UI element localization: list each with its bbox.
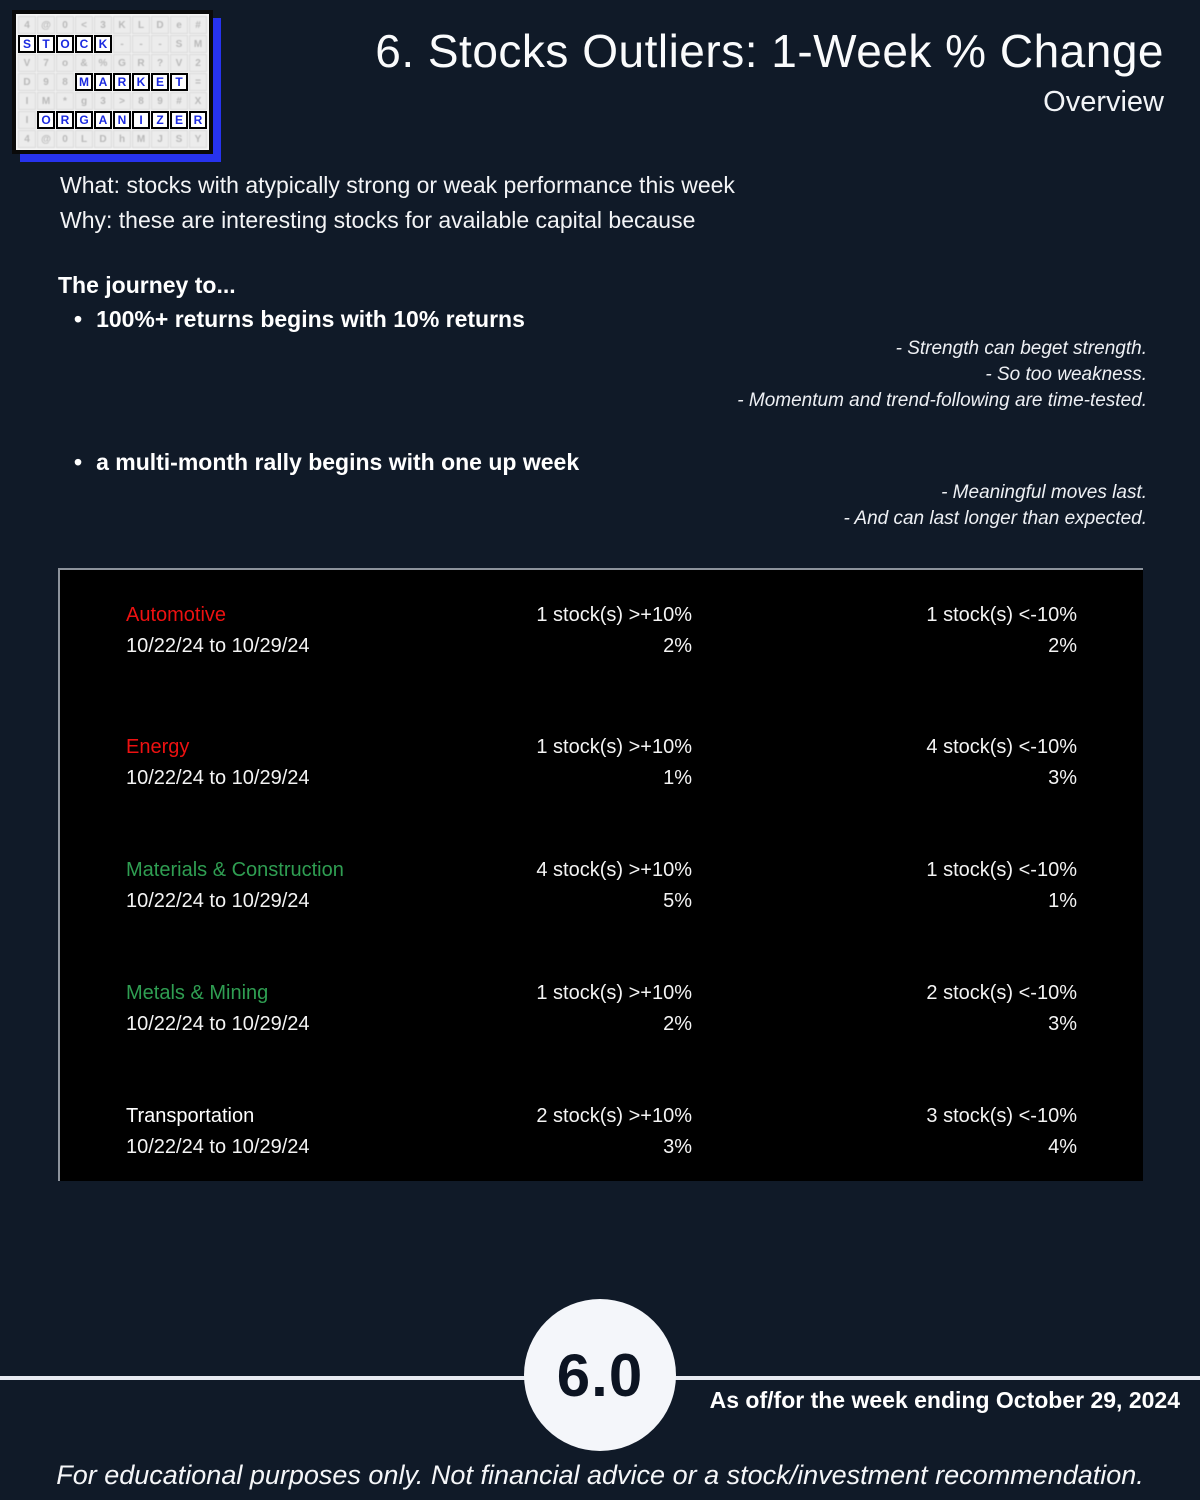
logo-letter-tile: G [75, 111, 93, 129]
logo-letter-tile: E [151, 73, 169, 91]
logo-noise-tile: V [170, 54, 188, 72]
logo-noise-tile: 9 [151, 92, 169, 110]
logo-noise-tile: - [132, 35, 150, 53]
logo-noise-tile: * [56, 92, 74, 110]
logo-noise-tile: 2 [189, 54, 207, 72]
intro-why: Why: these are interesting stocks for available capital because [60, 207, 696, 233]
up-pct: 1% [663, 767, 692, 789]
logo-letter-tile: C [75, 35, 93, 53]
logo-noise-tile: 3 [94, 16, 112, 34]
sector-name: Transportation [126, 1105, 255, 1127]
logo-noise-tile: 4 [18, 16, 36, 34]
logo-noise-tile: h [113, 130, 131, 148]
logo-letter-tile: I [132, 111, 150, 129]
logo-noise-tile: 0 [56, 16, 74, 34]
logo-grid [18, 16, 207, 148]
as-of-date: As of/for the week ending October 29, 2024 [709, 1387, 1180, 1413]
table-row [60, 600, 1143, 662]
up-count: 2 stock(s) >+10% [536, 1105, 692, 1127]
table-row [60, 855, 1143, 917]
logo-noise-tile: L [132, 16, 150, 34]
logo-noise-tile: 8 [132, 92, 150, 110]
logo-noise-tile: o [56, 54, 74, 72]
logo-letter-tile: R [56, 111, 74, 129]
logo-letter-tile: K [132, 73, 150, 91]
logo-noise-tile: % [94, 54, 112, 72]
logo-letter-tile: A [94, 73, 112, 91]
logo-letter-tile: M [75, 73, 93, 91]
page-number-badge [524, 1299, 676, 1451]
logo-noise-tile: - [151, 35, 169, 53]
sector-outliers-table [58, 568, 1143, 1181]
up-count: 1 stock(s) >+10% [536, 604, 692, 626]
logo-noise-tile: G [113, 54, 131, 72]
page-number: 6.0 [556, 1341, 644, 1409]
table-row [60, 732, 1143, 794]
logo-noise-tile: - [113, 35, 131, 53]
disclaimer-text: For educational purposes only. Not financial advice or a stock/investment recommendation. [56, 1460, 1144, 1490]
bullet-label: 100%+ returns begins with 10% returns [96, 306, 525, 332]
table-row [60, 978, 1143, 1040]
logo-noise-tile: L [75, 130, 93, 148]
logo-letter-tile: E [170, 111, 188, 129]
logo-letter-tile: S [18, 35, 36, 53]
header [375, 24, 1164, 119]
bullet-icon: • [74, 306, 83, 332]
page-subtitle: Overview [1043, 86, 1164, 118]
note-line: - So too weakness. [985, 364, 1147, 385]
bullet-label: a multi-month rally begins with one up week [96, 449, 580, 475]
note-line: - Momentum and trend-following are time-tested. [737, 390, 1147, 411]
logo-noise-tile: ? [151, 54, 169, 72]
logo-noise-tile: D [151, 16, 169, 34]
logo-noise-tile: 3 [94, 92, 112, 110]
date-range: 10/22/24 to 10/29/24 [126, 890, 310, 912]
sector-name: Materials & Construction [126, 859, 344, 881]
date-range: 10/22/24 to 10/29/24 [126, 1136, 310, 1158]
logo-letter-tile: O [37, 111, 55, 129]
logo-noise-tile: S [170, 130, 188, 148]
down-pct: 4% [1048, 1136, 1077, 1158]
sector-name: Metals & Mining [126, 982, 269, 1004]
note-line: - Meaningful moves last. [941, 482, 1147, 503]
logo-noise-tile: Y [189, 130, 207, 148]
sector-name: Energy [126, 736, 190, 758]
down-count: 1 stock(s) <-10% [926, 859, 1077, 881]
logo-noise-tile: & [75, 54, 93, 72]
down-pct: 2% [1048, 635, 1077, 657]
down-pct: 1% [1048, 890, 1077, 912]
date-range: 10/22/24 to 10/29/24 [126, 767, 310, 789]
logo-letter-tile: Z [151, 111, 169, 129]
logo-noise-tile: g [75, 92, 93, 110]
logo-noise-tile: # [189, 16, 207, 34]
page-title: 6. Stocks Outliers: 1-Week % Change [375, 25, 1164, 77]
bullet-item-returns [74, 305, 525, 333]
notes-moves [844, 480, 1148, 532]
logo-noise-tile: # [170, 92, 188, 110]
journey-heading: The journey to... [58, 272, 236, 298]
logo-letter-tile: T [170, 73, 188, 91]
note-line: - And can last longer than expected. [843, 508, 1147, 529]
bullet-icon: • [74, 449, 83, 475]
note-line: - Strength can beget strength. [895, 338, 1147, 359]
logo-noise-tile: @ [37, 130, 55, 148]
down-count: 4 stock(s) <-10% [926, 736, 1077, 758]
logo-noise-tile: 4 [18, 130, 36, 148]
logo-letter-tile: N [113, 111, 131, 129]
intro-what: What: stocks with atypically strong or weak performance this week [60, 172, 735, 198]
up-pct: 2% [663, 635, 692, 657]
logo-noise-tile: X [189, 92, 207, 110]
logo-noise-tile: 7 [37, 54, 55, 72]
logo-letter-tile: R [189, 111, 207, 129]
notes-strength [737, 336, 1147, 414]
down-count: 2 stock(s) <-10% [926, 982, 1077, 1004]
logo-letter-tile: R [113, 73, 131, 91]
logo-noise-tile: 9 [37, 73, 55, 91]
up-pct: 3% [663, 1136, 692, 1158]
up-count: 1 stock(s) >+10% [536, 982, 692, 1004]
down-pct: 3% [1048, 767, 1077, 789]
logo-letter-tile: A [94, 111, 112, 129]
logo-letter-tile: O [56, 35, 74, 53]
logo-noise-tile: M [132, 130, 150, 148]
intro-text [60, 168, 735, 238]
logo-noise-tile: M [37, 92, 55, 110]
logo-noise-tile: = [189, 73, 207, 91]
logo-noise-tile: R [132, 54, 150, 72]
logo-noise-tile: < [75, 16, 93, 34]
date-range: 10/22/24 to 10/29/24 [126, 1013, 310, 1035]
logo-noise-tile: D [94, 130, 112, 148]
logo-noise-tile: 0 [56, 130, 74, 148]
logo-noise-tile: I [18, 92, 36, 110]
logo-noise-tile: V [18, 54, 36, 72]
up-count: 1 stock(s) >+10% [536, 736, 692, 758]
logo-noise-tile: J [151, 130, 169, 148]
bullet-item-rally [74, 448, 579, 476]
logo-letter-tile: K [94, 35, 112, 53]
logo-noise-tile: K [113, 16, 131, 34]
sector-name: Automotive [126, 604, 227, 626]
logo-noise-tile: M [189, 35, 207, 53]
date-range: 10/22/24 to 10/29/24 [126, 635, 310, 657]
logo-noise-tile: > [113, 92, 131, 110]
up-pct: 5% [663, 890, 692, 912]
up-count: 4 stock(s) >+10% [536, 859, 692, 881]
logo-noise-tile: 8 [56, 73, 74, 91]
up-pct: 2% [663, 1013, 692, 1035]
stock-market-organizer-logo [12, 10, 213, 154]
down-count: 1 stock(s) <-10% [926, 604, 1077, 626]
logo-noise-tile: S [170, 35, 188, 53]
logo-noise-tile: @ [37, 16, 55, 34]
down-count: 3 stock(s) <-10% [926, 1105, 1077, 1127]
logo-letter-tile: T [37, 35, 55, 53]
logo-noise-tile: D [18, 73, 36, 91]
down-pct: 3% [1048, 1013, 1077, 1035]
logo-noise-tile: I [18, 111, 36, 129]
table-row [60, 1101, 1143, 1163]
logo-noise-tile: e [170, 16, 188, 34]
